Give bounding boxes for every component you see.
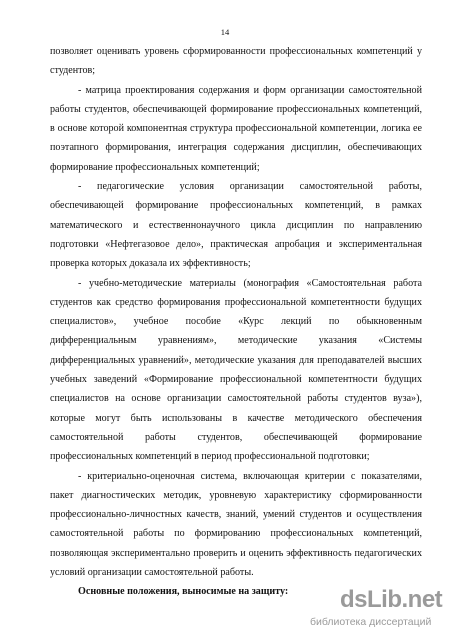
paragraph: - критериально-оценочная система, включающая критерии с показателями, пакет диагностических методик, уровневую характеристику сформированности профессионально-личностных качеств, знаний, умений студентов и осуществления самостоятельной работы по формированию профессиональных компетенций, позволяющая экспериментально проверить и оценить эффективность педагогических условий организации самостоятельной работы. [50,470,422,579]
section-heading: Основные положения, выносимые на защиту: [78,586,289,598]
watermark-brand: dsLib.net [340,586,443,613]
watermark-logo [308,586,448,634]
watermark-tagline: библиотека диссертаций [310,616,432,628]
paragraph: - учебно-методические материалы (монография «Самостоятельная работа студентов как средство формирования профессиональной компетентности будущих специалистов», учебное пособие «Курс лекций по обыкновенным дифференциальным уравнениям», методические указания «Системы дифференциальных уравнений», методические указания для преподавателей высших учебных заведений «Формирование профессиональной компетентности будущих специалистов на основе организации самостоятельной работы студентов вуза»), которые могут быть использованы в качестве методического обеспечения самостоятельной работы студентов, обеспечивающей формирование профессиональных компетенций в период профессиональной подготовки; [50,277,422,463]
paragraph: - матрица проектирования содержания и форм организации самостоятельной работы студентов, обеспечивающей формирование профессиональных компетенций, в основе которой компонентная структура профессиональной компетенции, логика ее поэтапного формирования, интеграция содержания дисциплин, обеспечивающих формирование профессиональных компетенций; [50,84,422,173]
page-number: 14 [220,27,230,37]
paragraph: - педагогические условия организации самостоятельной работы, обеспечивающей формирование профессиональных компетенций, в рамках математического и естественнонаучного цикла дисциплин по направлению подготовки «Нефтегазовое дело», практическая апробация и экспериментальная проверка которых доказала их эффективность; [50,181,422,270]
paragraph: позволяет оценивать уровень сформированности профессиональных компетенций у студентов; [50,46,422,77]
document-body [50,42,422,602]
